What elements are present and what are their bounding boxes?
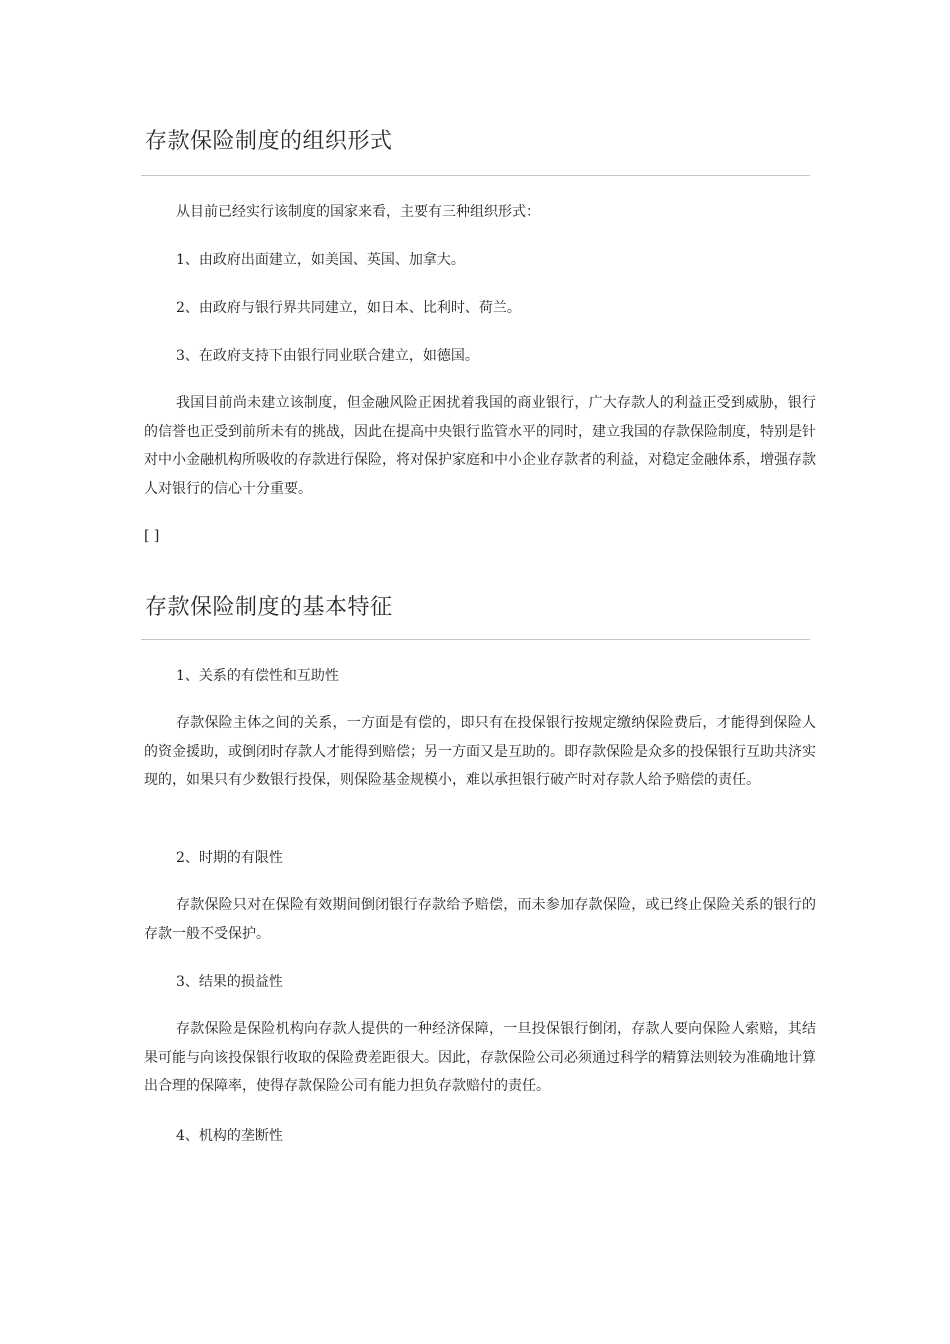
feature-text-3: 存款保险是保险机构向存款人提供的一种经济保障，一旦投保银行倒闭，存款人要向保险人索赔，其结果可能与向该投保银行收取的保险费差距很大。因此，存款保险公司必须通过科学的精算法则较为准确地计算出合理的保障率，使得存款保险公司有能力担负存款赔付的责任。 [144, 1021, 816, 1094]
feature-text-1: 存款保险主体之间的关系，一方面是有偿的，即只有在投保银行按规定缴纳保险费后，才能得到保险人的资金援助，或倒闭时存款人才能得到赔偿；另一方面又是互助的。即存款保险是众多的投保银行互助共济实现的，如果只有少数银行投保，则保险基金规模小，难以承担银行破产时对存款人给予赔偿的责任。 [144, 715, 816, 788]
section-title-organization: 存款保险制度的组织形式 [145, 129, 393, 154]
feature-heading-1: 1、关系的有偿性和互助性 [176, 668, 339, 684]
section-title-features: 存款保险制度的基本特征 [145, 595, 393, 620]
feature-heading-2: 2、时期的有限性 [176, 850, 283, 866]
feature-heading-3: 3、结果的损益性 [176, 974, 283, 990]
feature-text-2: 存款保险只对在保险有效期间倒闭银行存款给予赔偿，而未参加存款保险，或已终止保险关系的银行的存款一般不受保护。 [144, 897, 816, 942]
org-form-item-1: 1、由政府出面建立，如美国、英国、加拿大。 [176, 252, 465, 268]
section-divider [141, 175, 810, 176]
org-form-item-3: 3、在政府支持下由银行同业联合建立，如德国。 [176, 348, 479, 364]
section-divider [141, 639, 810, 640]
empty-bracket-link[interactable]: [ ] [144, 528, 160, 544]
china-deposit-insurance-paragraph: 我国目前尚未建立该制度，但金融风险正困扰着我国的商业银行，广大存款人的利益正受到威胁，银行的信誉也正受到前所未有的挑战，因此在提高中央银行监管水平的同时，建立我国的存款保险制度，特别是针对中小金融机构所吸收的存款进行保险，将对保护家庭和中小企业存款者的利益，对稳定金融体系，增强存款人对银行的信心十分重要。 [144, 395, 816, 497]
feature-heading-4: 4、机构的垄断性 [176, 1128, 283, 1144]
org-form-item-2: 2、由政府与银行界共同建立，如日本、比利时、荷兰。 [176, 300, 521, 316]
intro-text: 从目前已经实行该制度的国家来看，主要有三种组织形式： [176, 204, 540, 220]
